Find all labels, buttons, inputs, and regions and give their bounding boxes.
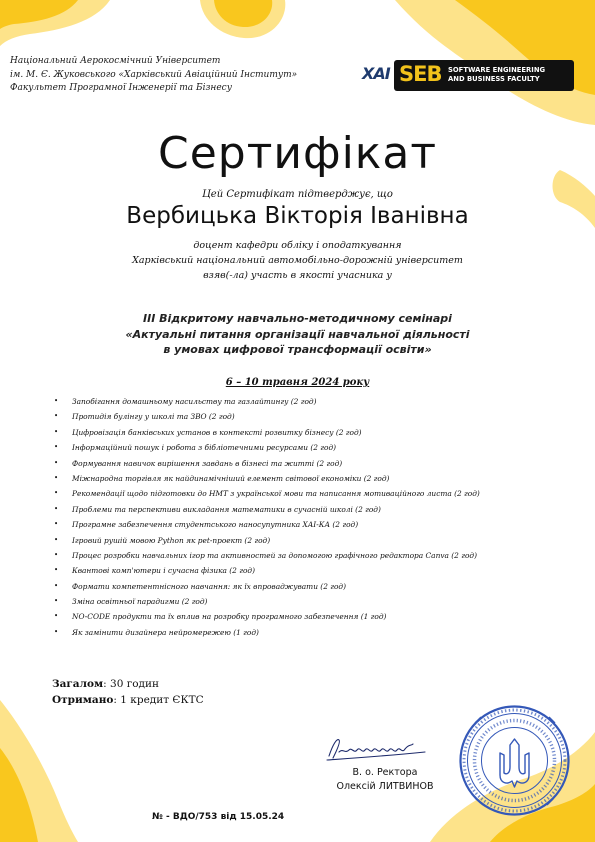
received-value: : 1 кредит ЄКТС (113, 694, 204, 706)
recipient-name: Вербицька Вікторія Іванівна (126, 203, 469, 229)
bullet-icon: • (54, 597, 59, 606)
event-dates-text: 6 – 10 травня 2024 року (225, 377, 370, 388)
topic-text: Програмне забезпечення студентського наносупутника ХАІ-КА (2 год) (72, 520, 359, 530)
topic-text: Квантові комп'ютери і сучасна фізика (2 год) (72, 566, 255, 576)
bullet-icon: • (54, 489, 59, 498)
topic-item (54, 581, 574, 596)
participation-text: взяв(-ла) участь в якості учасника у (203, 270, 392, 281)
topic-item (54, 550, 574, 565)
topic-item (54, 396, 574, 411)
topic-item (54, 427, 574, 442)
total-label: Загалом (52, 678, 104, 690)
seb-caption-line1: SOFTWARE ENGINEERING (448, 66, 546, 74)
signer-name: Олексій ЛИТВИНОВ (336, 781, 434, 792)
signer-role: В. о. Ректора (352, 767, 418, 778)
bullet-icon: • (54, 612, 59, 621)
bullet-icon: • (54, 627, 59, 636)
topic-text: NO-CODE продукти та їх вплив на розробку програмного забезпечення (1 год) (72, 612, 387, 622)
event-title-line1: ІІІ Відкритому навчально-методичному семінарі (143, 312, 452, 325)
topic-item (54, 504, 574, 519)
topic-item (54, 627, 574, 642)
issuer-header (10, 55, 340, 96)
bullet-icon: • (54, 443, 59, 452)
topic-item (54, 488, 574, 503)
summary-block (52, 676, 204, 708)
topic-item (54, 535, 574, 550)
official-stamp-seal (457, 703, 572, 818)
university-name-line2: ім. М. Є. Жуковського «Харківський Авіаційний Інститут» (10, 69, 298, 80)
faculty-name: Факультет Програмної Інженерії та Бізнесу (10, 83, 232, 93)
topic-text: Процес розробки навчальних ігор та активностей за допомогою графічного редактора Canva (2 год) (72, 550, 477, 560)
recipient-position: доцент кафедри обліку і оподаткування (193, 240, 402, 251)
topic-text: Формати компетентнісного навчання: як їх впроваджувати (2 год) (72, 581, 346, 591)
trident-emblem-icon (500, 739, 529, 787)
credits-line (52, 692, 204, 708)
document-number: № - ВДО/753 від 15.05.24 (152, 812, 285, 822)
total-value: : 30 годин (103, 678, 160, 690)
topic-text: Формування навичок вирішення завдань в бізнесі та житті (2 год) (72, 458, 343, 468)
topic-text: Цифровізація банківських установ в контексті розвитку бізнесу (2 год) (72, 427, 362, 437)
bullet-icon: • (54, 412, 59, 421)
topic-text: Міжнародна торгівля як найдинамічніший елемент світової економіки (2 год) (72, 473, 390, 483)
bullet-icon: • (54, 581, 59, 590)
recipient-organization: Харківський національний автомобільно-дорожній університет (132, 255, 463, 266)
bullet-icon: • (54, 535, 59, 544)
topic-item (54, 519, 574, 534)
seb-logo-caption (448, 66, 545, 84)
bullet-icon: • (54, 550, 59, 559)
topic-list (54, 396, 574, 642)
certificate-title: Сертифікат (158, 128, 437, 179)
seb-caption-line2: AND BUSINESS FACULTY (448, 75, 540, 83)
event-title (0, 311, 595, 358)
university-name-line1: Національний Аерокосмічний Університет (10, 56, 221, 66)
signer-block (300, 766, 470, 794)
event-title-line3: в умовах цифрової трансформації освіти» (163, 343, 432, 356)
topic-text: Ігровий рушій мовою Python як pet-проект (2 год) (72, 535, 271, 545)
topic-item (54, 442, 574, 457)
received-label: Отримано (52, 694, 114, 706)
handwritten-signature (325, 734, 430, 762)
topic-text: Як замінити дизайнера нейромережею (1 год) (72, 627, 259, 637)
topic-text: Проблеми та перспективи викладання математики в сучасній школі (2 год) (72, 504, 381, 514)
bullet-icon: • (54, 504, 59, 513)
recipient-details (0, 238, 595, 283)
faculty-logo (362, 60, 574, 91)
bullet-icon: • (54, 458, 59, 467)
total-hours-line (52, 676, 204, 692)
topic-text: Рекомендації щодо підготовки до НМТ з української мови та написання мотиваційного листа (2 год) (72, 489, 480, 499)
bullet-icon: • (54, 473, 59, 482)
topic-text: Протидія булінгу у школі та ЗВО (2 год) (72, 412, 235, 422)
topic-item (54, 473, 574, 488)
bullet-icon: • (54, 520, 59, 529)
topic-item (54, 458, 574, 473)
confirmation-text: Цей Сертифікат підтверджує, що (202, 189, 393, 200)
topic-text: Запобігання домашньому насильству та газлайтингу (2 год) (72, 397, 317, 406)
topic-item (54, 611, 574, 626)
topic-item (54, 596, 574, 611)
event-dates (0, 377, 595, 388)
topic-text: Інформаційний пошук і робота з бібліотечними ресурсами (2 год) (72, 443, 337, 453)
bullet-icon: • (54, 427, 59, 436)
topic-item (54, 411, 574, 426)
xai-logo-text: XAI (362, 64, 390, 83)
event-title-line2: «Актуальні питання організації навчальної діяльності (125, 327, 470, 341)
seb-logo-badge (394, 60, 574, 91)
topic-item (54, 565, 574, 580)
bullet-icon: • (54, 397, 59, 405)
seb-logo-mark: SEB (399, 62, 442, 86)
bullet-icon: • (54, 566, 59, 575)
topic-text: Зміна освітньої парадигми (2 год) (72, 597, 208, 607)
